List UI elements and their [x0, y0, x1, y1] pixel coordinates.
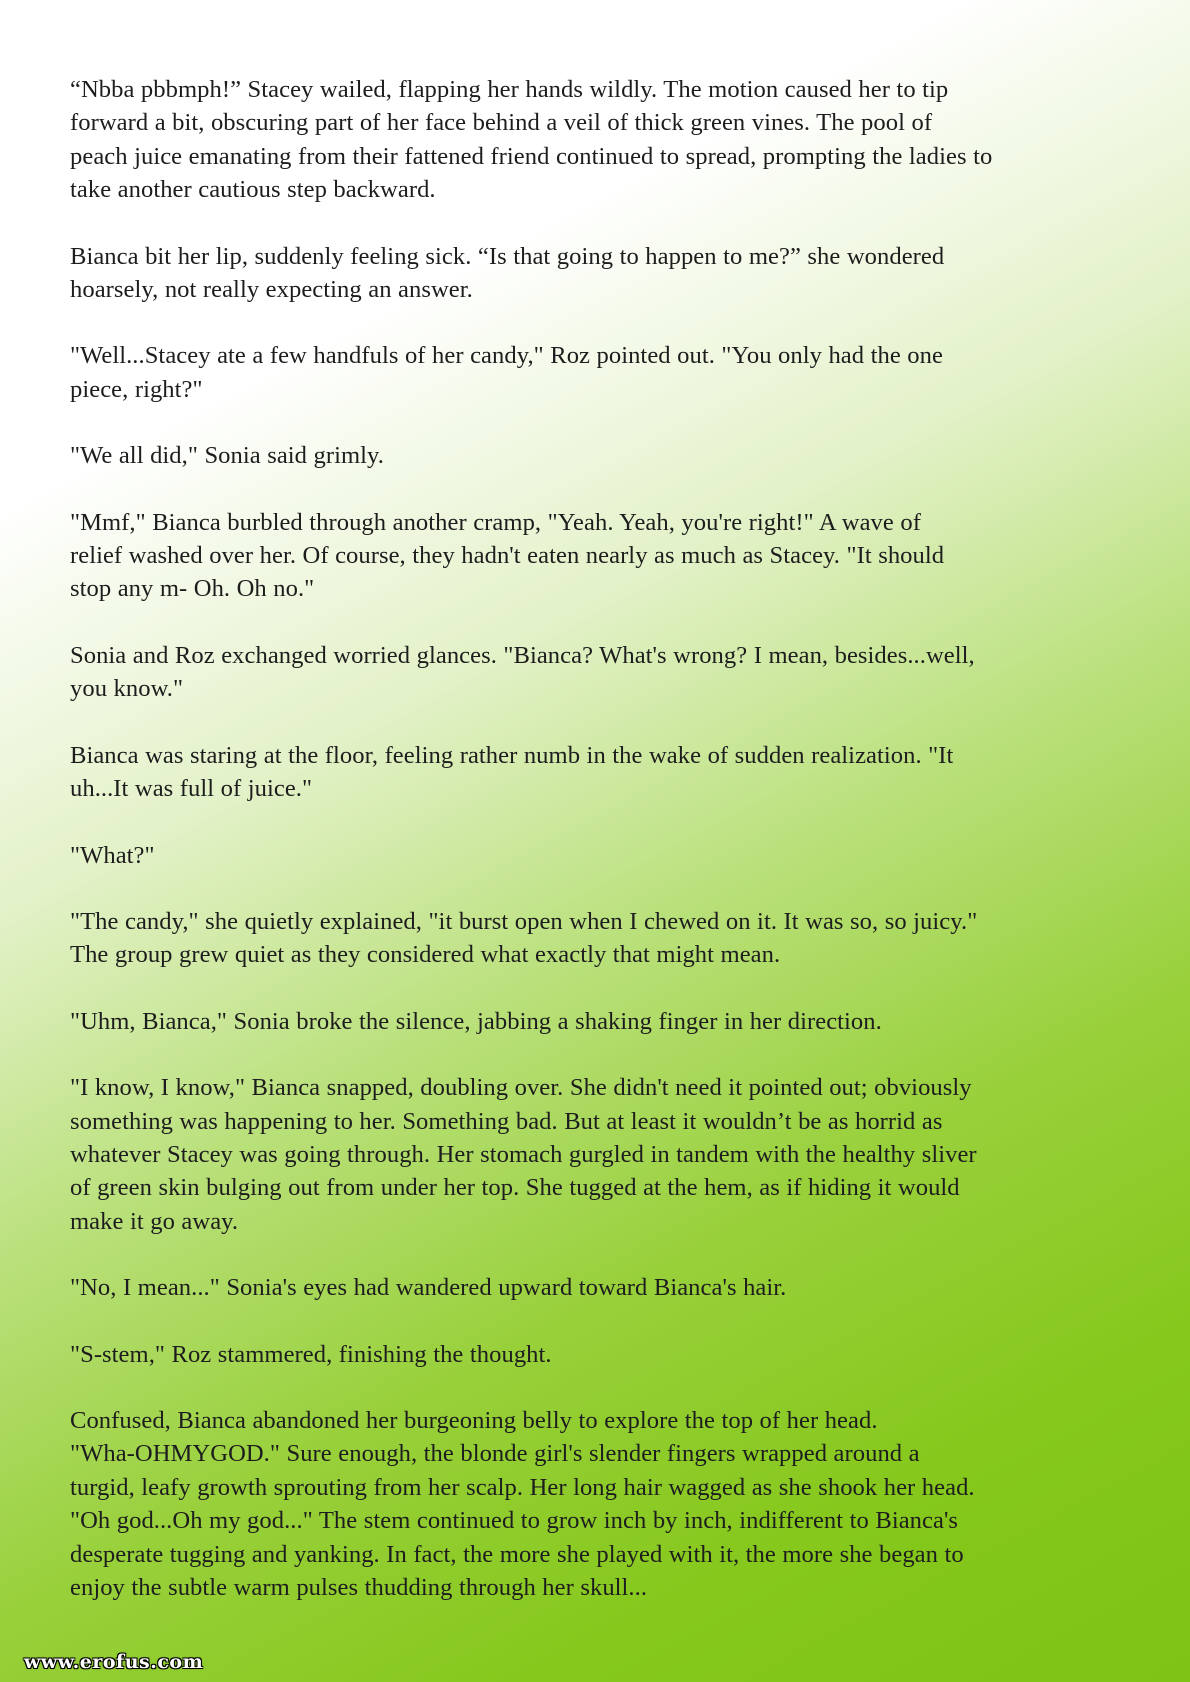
- paragraph: [70, 506, 1130, 606]
- paragraph: [70, 1005, 1130, 1038]
- paragraph: [70, 1404, 1130, 1604]
- text-line: Bianca bit her lip, suddenly feeling sick. “Is that going to happen to me?” she wondered: [70, 242, 945, 270]
- text-line: "Wha-OHMYGOD." Sure enough, the blonde girl's slender fingers wrapped around a: [70, 1440, 920, 1468]
- text-line: stop any m- Oh. Oh no.": [70, 575, 315, 603]
- paragraph: [70, 1271, 1130, 1304]
- text-line: something was happening to her. Something bad. But at least it wouldn’t be as horrid as: [70, 1107, 943, 1135]
- text-line: make it go away.: [70, 1207, 239, 1235]
- text-line: "We all did," Sonia said grimly.: [70, 442, 385, 470]
- text-line: piece, right?": [70, 375, 203, 403]
- text-line: peach juice emanating from their fattened friend continued to spread, prompting the ladies to: [70, 142, 993, 170]
- text-line: of green skin bulging out from under her top. She tugged at the hem, as if hiding it would: [70, 1174, 960, 1202]
- paragraph: [70, 905, 1130, 972]
- text-line: "No, I mean..." Sonia's eyes had wandered upward toward Bianca's hair.: [70, 1274, 787, 1302]
- text-line: "Oh god...Oh my god..." The stem continued to grow inch by inch, indifferent to Bianca's: [70, 1507, 959, 1535]
- text-line: forward a bit, obscuring part of her face behind a veil of thick green vines. The pool of: [70, 109, 933, 137]
- text-line: The group grew quiet as they considered what exactly that might mean.: [70, 941, 781, 969]
- text-line: Confused, Bianca abandoned her burgeoning belly to explore the top of her head.: [70, 1406, 878, 1434]
- text-line: "S-stem," Roz stammered, finishing the thought.: [70, 1340, 552, 1368]
- text-line: "The candy," she quietly explained, "it burst open when I chewed on it. It was so, so juicy.": [70, 907, 978, 935]
- paragraph: [70, 639, 1130, 706]
- text-line: "Uhm, Bianca," Sonia broke the silence, jabbing a shaking finger in her direction.: [70, 1007, 882, 1035]
- paragraph: [70, 1338, 1130, 1371]
- paragraph: [70, 839, 1130, 872]
- text-line: "What?": [70, 841, 155, 869]
- paragraph: [70, 439, 1130, 472]
- text-line: "Well...Stacey ate a few handfuls of her candy," Roz pointed out. "You only had the one: [70, 342, 943, 370]
- paragraph: [70, 1071, 1130, 1238]
- paragraph: [70, 739, 1130, 806]
- text-line: whatever Stacey was going through. Her stomach gurgled in tandem with the healthy sliver: [70, 1140, 977, 1168]
- text-line: desperate tugging and yanking. In fact, the more she played with it, the more she began to: [70, 1540, 964, 1568]
- text-line: you know.": [70, 675, 184, 703]
- text-line: relief washed over her. Of course, they hadn't eaten nearly as much as Stacey. "It should: [70, 542, 945, 570]
- text-line: "I know, I know," Bianca snapped, doubling over. She didn't need it pointed out; obviously: [70, 1074, 972, 1102]
- site-watermark: www.erofus.com: [24, 1651, 204, 1673]
- text-line: “Nbba pbbmph!” Stacey wailed, flapping her hands wildly. The motion caused her to tip: [70, 76, 949, 103]
- text-line: take another cautious step backward.: [70, 176, 436, 204]
- paragraph: [70, 73, 1130, 207]
- text-line: hoarsely, not really expecting an answer.: [70, 276, 473, 304]
- text-line: Sonia and Roz exchanged worried glances. "Bianca? What's wrong? I mean, besides...well,: [70, 641, 975, 669]
- text-line: uh...It was full of juice.": [70, 775, 313, 803]
- story-text: [70, 73, 1130, 1637]
- text-line: Bianca was staring at the floor, feeling rather numb in the wake of sudden realization. "It: [70, 741, 954, 769]
- text-line: "Mmf," Bianca burbled through another cramp, "Yeah. Yeah, you're right!" A wave of: [70, 508, 921, 536]
- paragraph: [70, 339, 1130, 406]
- text-line: turgid, leafy growth sprouting from her scalp. Her long hair wagged as she shook her head.: [70, 1473, 975, 1501]
- text-line: enjoy the subtle warm pulses thudding through her skull...: [70, 1574, 648, 1601]
- paragraph: [70, 240, 1130, 307]
